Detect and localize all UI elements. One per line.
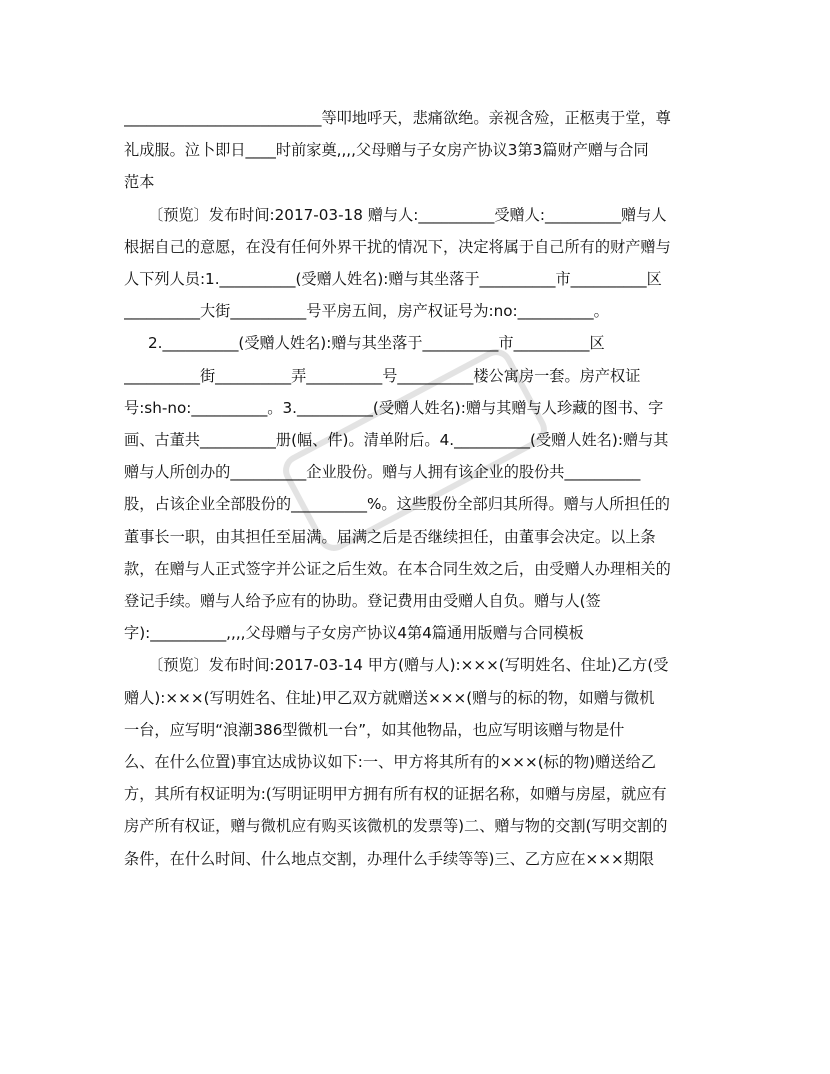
- text-line: 方，其所有权证明为:(写明证明甲方拥有所有权的证据名称，如赠与房屋，就应有: [124, 785, 667, 804]
- text-line: 股，占该企业全部股份的__________%。这些股份全部归其所得。赠与人所担任的: [124, 495, 670, 514]
- text-line: 么、在什么位置)事宜达成协议如下:一、甲方将其所有的×××(标的物)赠送给乙: [124, 753, 656, 772]
- text-line: 条件，在什么时间、什么地点交割，办理什么手续等等)三、乙方应在×××期限: [124, 849, 655, 868]
- text-line: __________街__________弄__________号__________楼公寓房一套。房产权证: [124, 366, 641, 385]
- document-body: [124, 102, 716, 875]
- text-line: 范本: [124, 173, 155, 192]
- text-line: 一台，应写明“浪潮386型微机一台”，如其他物品，也应写明该赠与物是什: [124, 720, 625, 739]
- text-line: 赠人):×××(写明姓名、住址)甲乙双方就赠送×××(赠与的标的物，如赠与微机: [124, 688, 655, 707]
- text-line: 2.__________(受赠人姓名):赠与其坐落于__________市__________区: [148, 334, 605, 353]
- text-line: 〔预览〕发布时间:2017-03-18 赠与人:__________受赠人:__________赠与人: [148, 205, 667, 224]
- text-line: 礼成服。泣卜即日____时前家奠,,,,父母赠与子女房产协议3第3篇财产赠与合同: [124, 141, 649, 160]
- text-line: 人下列人员:1.__________(受赠人姓名):赠与其坐落于__________市__________区: [124, 270, 662, 289]
- text-line: 房产所有权证，赠与微机应有购买该微机的发票等)二、赠与物的交割(写明交割的: [124, 817, 668, 836]
- text-line: 〔预览〕发布时间:2017-03-14 甲方(赠与人):×××(写明姓名、住址)乙方(受: [148, 656, 669, 675]
- text-line: 根据自己的意愿，在没有任何外界干扰的情况下，决定将属于自己所有的财产赠与: [124, 237, 671, 256]
- text-line: 字):__________,,,,父母赠与子女房产协议4第4篇通用版赠与合同模板: [124, 624, 584, 643]
- text-line: 款，在赠与人正式签字并公证之后生效。在本合同生效之后，由受赠人办理相关的: [124, 559, 671, 578]
- text-line: 登记手续。赠与人给予应有的协助。登记费用由受赠人自负。赠与人(签: [124, 592, 601, 611]
- text-line: 董事长一职，由其担任至届满。届满之后是否继续担任，由董事会决定。以上条: [124, 527, 656, 546]
- text-line: __________大街__________号平房五间，房产权证号为:no:__________。: [124, 302, 609, 321]
- text-line: 画、古董共__________册(幅、件)。清单附后。4.__________(受赠人姓名):赠与其: [124, 431, 669, 450]
- text-line: 号:sh-no:__________。3.__________(受赠人姓名):赠与其赠与人珍藏的图书、字: [124, 398, 664, 417]
- text-line: 赠与人所创办的__________企业股份。赠与人拥有该企业的股份共__________: [124, 463, 641, 482]
- text-line: __________________________等叩地呼天，悲痛欲绝。亲视含殓，正柩夷于堂，尊: [124, 109, 671, 127]
